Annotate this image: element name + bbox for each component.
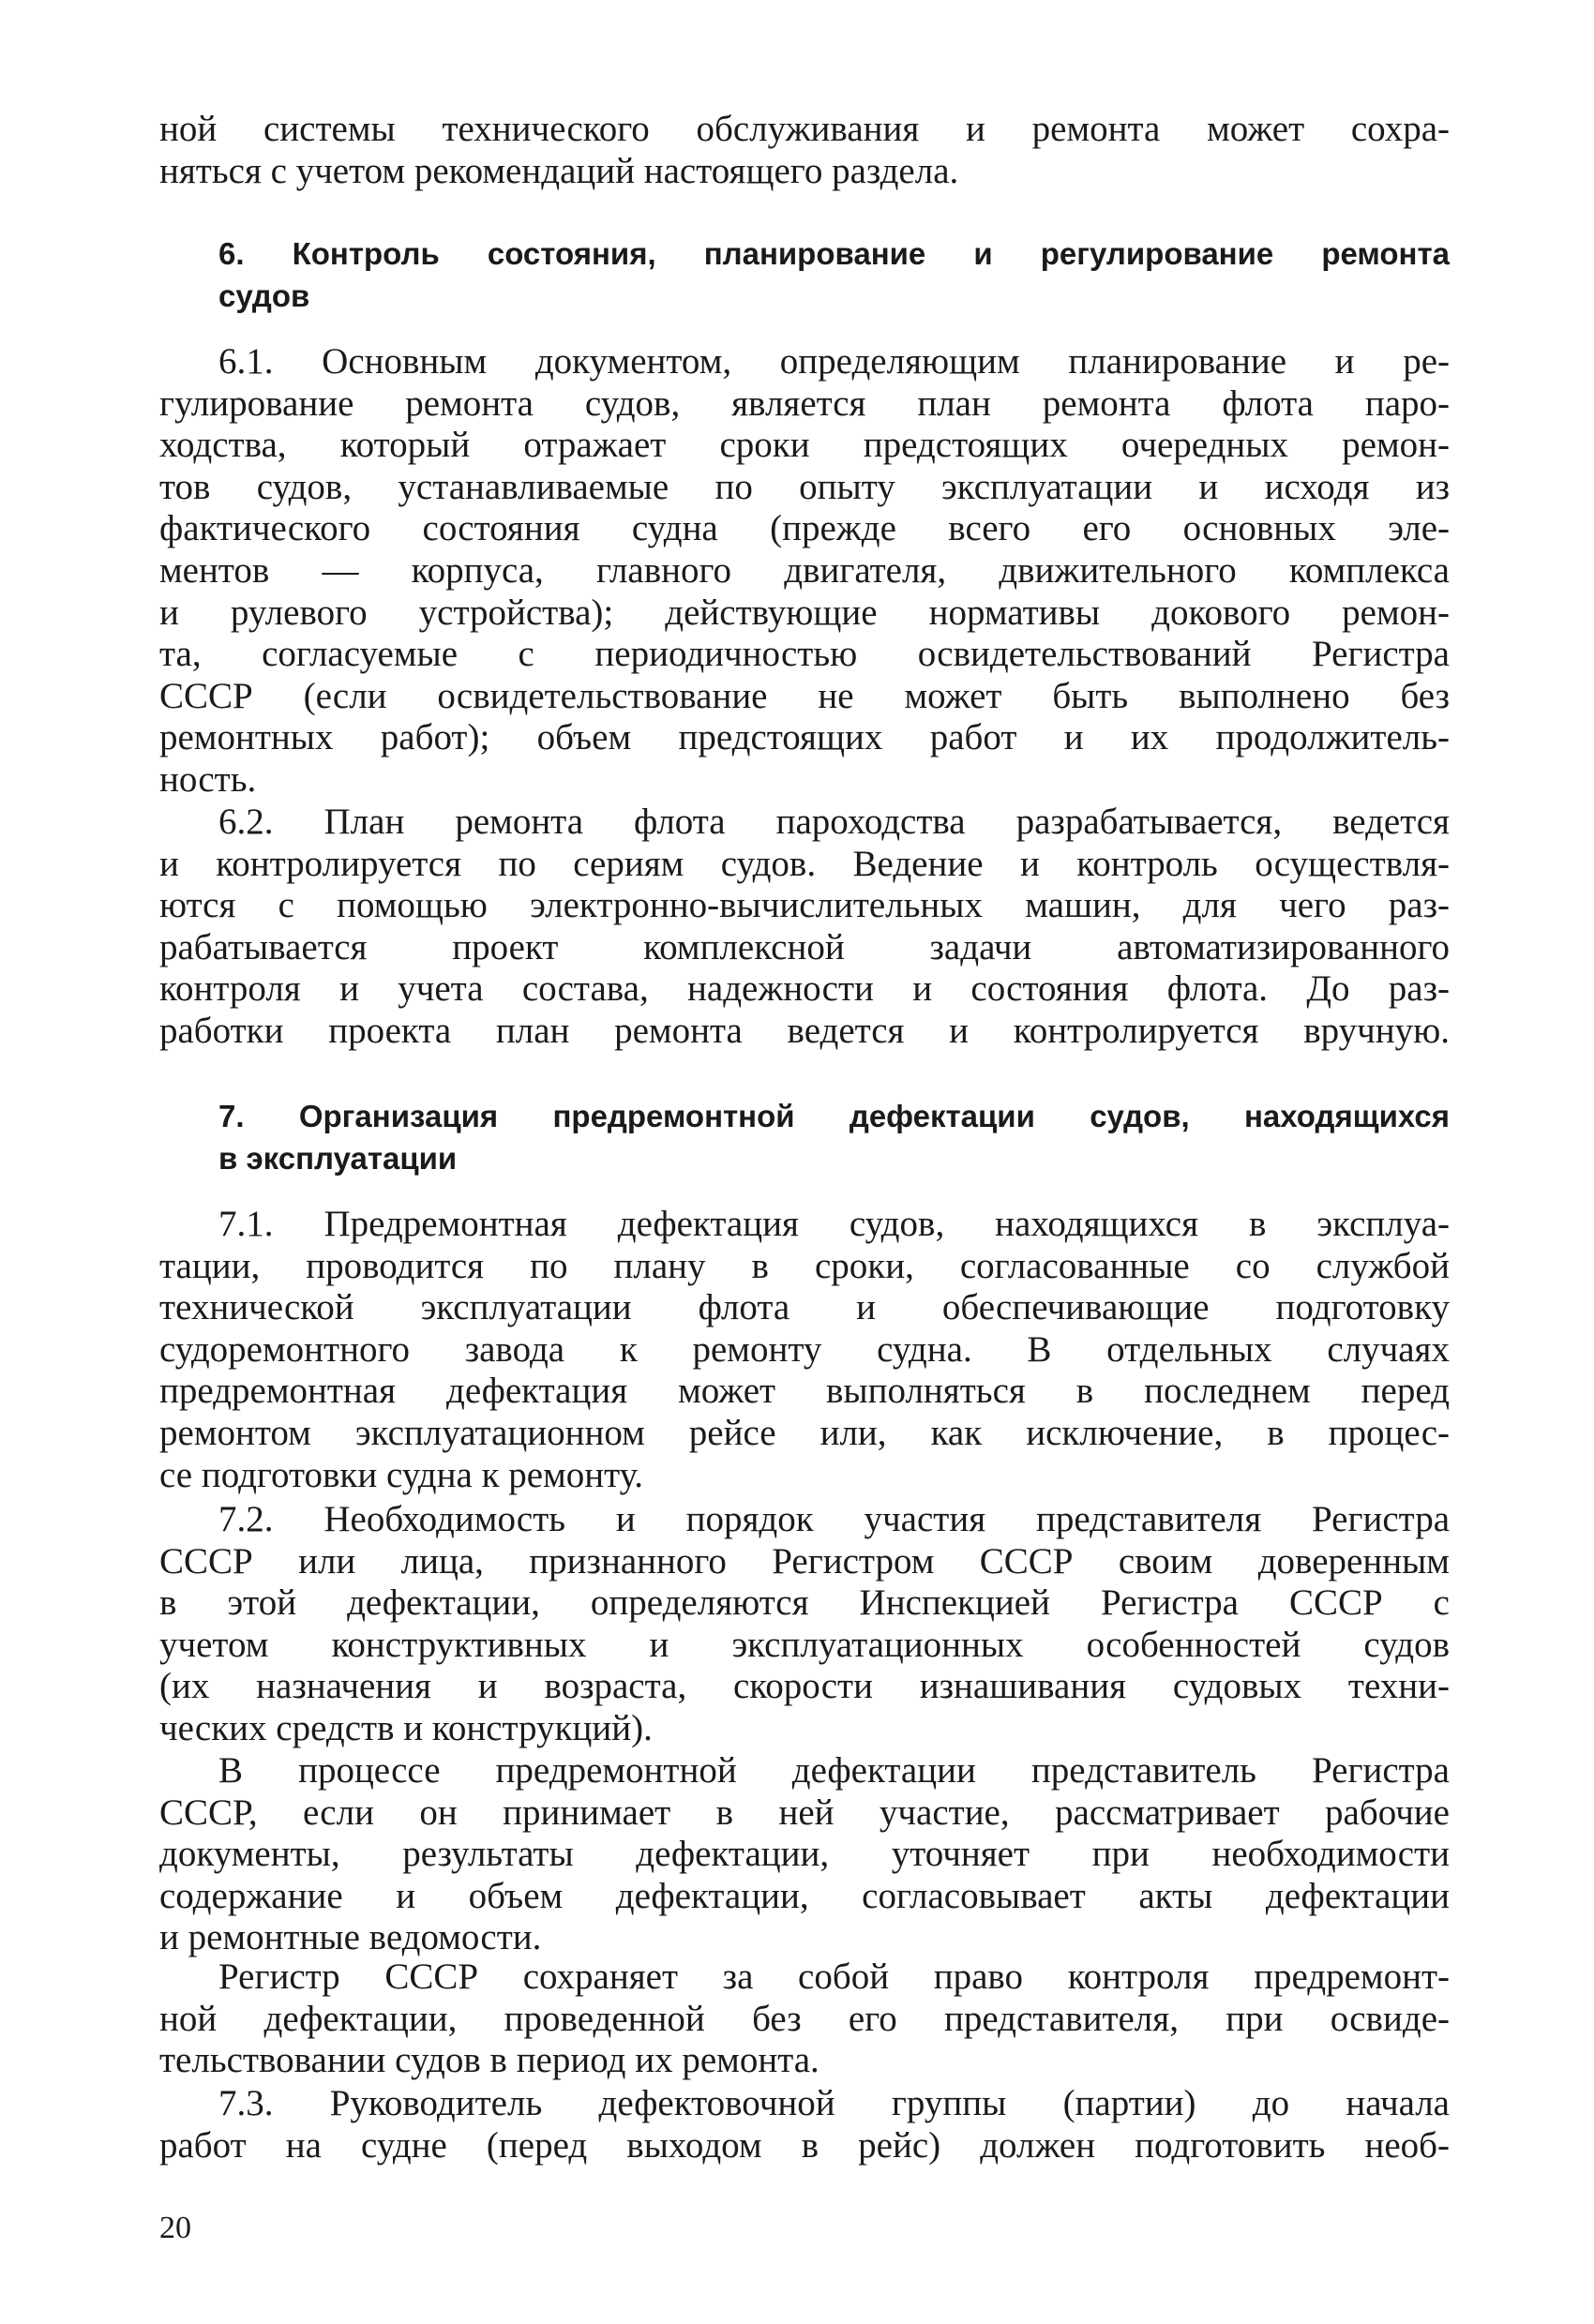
heading-line: 6. Контроль состояния, планирование и регулирование ремонта	[218, 236, 1450, 271]
section-heading	[159, 1096, 1450, 1179]
heading-line: в эксплуатации	[218, 1140, 458, 1176]
text-line: работ на судне (перед выходом в рейс) должен подготовить необ-	[159, 2124, 1450, 2166]
paragraph	[159, 109, 1450, 192]
text-line: ются с помощью электронно-вычислительных машин, для чего раз-	[159, 885, 1450, 926]
text-line: рабатывается проект комплексной задачи автоматизированного	[159, 926, 1450, 967]
paragraph	[159, 2083, 1450, 2167]
paragraph	[159, 1957, 1450, 2082]
text-line: 6.2. План ремонта флота пароходства разрабатывается, ведется	[218, 802, 1450, 842]
text-line: ной системы технического обслуживания и ремонта может сохра-	[159, 109, 1450, 149]
text-line: ной дефектации, проведенной без его представителя, при освиде-	[159, 1998, 1450, 2039]
text-line: судоремонтного завода к ремонту судна. В отдельных случаях	[159, 1328, 1450, 1370]
text-line: В процессе предремонтной дефектации представитель Регистра	[218, 1750, 1450, 1791]
text-line: 7.3. Руководитель дефектовочной группы (партии) до начала	[218, 2083, 1450, 2123]
text-line: и ремонтные ведомости.	[159, 1917, 542, 1958]
text-line: Регистр СССР сохраняет за собой право контроля предремонт-	[218, 1957, 1450, 1997]
text-line: та, согласуемые с периодичностью освидетельствований Регистра	[159, 634, 1450, 675]
text-line: СССР (если освидетельствование не может быть выполнено без	[159, 675, 1450, 716]
text-line: 6.1. Основным документом, определяющим планирование и ре-	[218, 341, 1450, 382]
text-line: (их назначения и возраста, скорости изнашивания судовых техни-	[159, 1666, 1450, 1707]
section-heading	[159, 233, 1450, 317]
paragraph	[159, 1204, 1450, 1496]
text-line: документы, результаты дефектации, уточняет при необходимости	[159, 1834, 1450, 1875]
text-line: в этой дефектации, определяются Инспекцией Регистра СССР с	[159, 1582, 1450, 1624]
text-line: гулирование ремонта судов, является план ремонта флота паро-	[159, 382, 1450, 424]
text-line: ремонтом эксплуатационном рейсе или, как исключение, в процес-	[159, 1412, 1450, 1453]
text-line: се подготовки судна к ремонту.	[159, 1454, 644, 1495]
heading-line: 7. Организация предремонтной дефектации судов, находящихся	[218, 1099, 1450, 1133]
text-line: СССР, если он принимает в ней участие, рассматривает рабочие	[159, 1792, 1450, 1833]
text-line: и контролируется по сериям судов. Ведение и контроль осуществля-	[159, 843, 1450, 884]
page-number: 20	[159, 2211, 191, 2245]
text-line: учетом конструктивных и эксплуатационных особенностей судов	[159, 1624, 1450, 1665]
text-line: ремонтных работ); объем предстоящих работ и их продолжитель-	[159, 717, 1450, 758]
heading-line: судов	[218, 277, 310, 313]
text-line: 7.2. Необходимость и порядок участия представителя Регистра	[218, 1499, 1450, 1539]
text-line: СССР или лица, признанного Регистром СССР своим доверенным	[159, 1540, 1450, 1582]
text-line: тации, проводится по плану в сроки, согласованные со службой	[159, 1245, 1450, 1286]
text-line: ческих средств и конструкций).	[159, 1707, 653, 1748]
text-line: ность.	[159, 758, 257, 800]
text-line: тельствовании судов в период их ремонта.	[159, 2040, 820, 2081]
text-line: ходства, который отражает сроки предстоящих очередных ремон-	[159, 425, 1450, 466]
text-line: няться с учетом рекомендаций настоящего раздела.	[159, 150, 959, 191]
text-line: контроля и учета состава, надежности и состояния флота. До раз-	[159, 968, 1450, 1010]
paragraph	[159, 802, 1450, 1053]
text-line: тов судов, устанавливаемые по опыту эксплуатации и исходя из	[159, 466, 1450, 507]
paragraph	[159, 1750, 1450, 1959]
text-line: содержание и объем дефектации, согласовывает акты дефектации	[159, 1875, 1450, 1916]
text-line: и рулевого устройства); действующие нормативы докового ремон-	[159, 592, 1450, 633]
text-line: технической эксплуатации флота и обеспечивающие подготовку	[159, 1287, 1450, 1328]
text-line: 7.1. Предремонтная дефектация судов, находящихся в эксплуа-	[218, 1204, 1450, 1244]
text-line: ментов — корпуса, главного двигателя, движительного комплекса	[159, 549, 1450, 591]
paragraph	[159, 341, 1450, 802]
text-line: предремонтная дефектация может выполняться в последнем перед	[159, 1371, 1450, 1412]
paragraph	[159, 1499, 1450, 1750]
text-line: фактического состояния судна (прежде всего его основных эле-	[159, 508, 1450, 549]
text-line: работки проекта план ремонта ведется и контролируется вручную.	[159, 1010, 1450, 1051]
